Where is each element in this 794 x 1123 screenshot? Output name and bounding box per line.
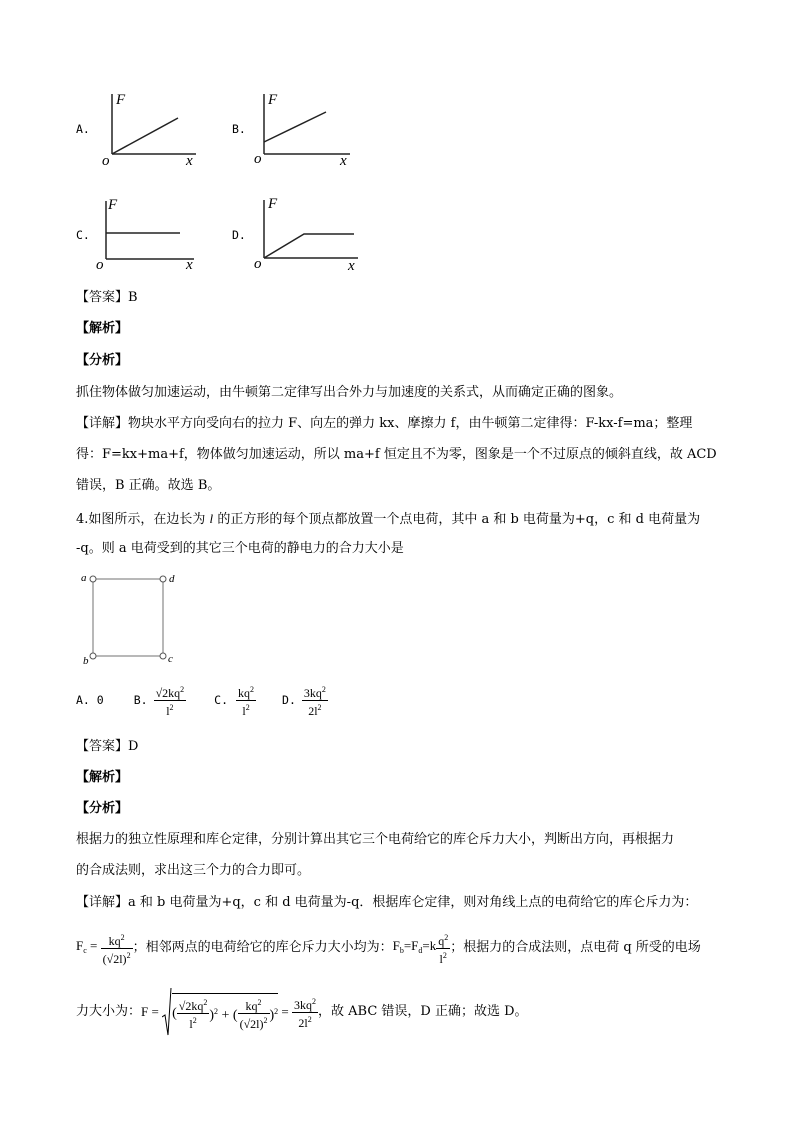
q3-answer: 【答案】B (76, 290, 138, 305)
sqrt-sign (162, 987, 172, 1037)
graph-b (254, 86, 354, 166)
q4-options (76, 680, 328, 720)
graph-b-line (264, 112, 326, 142)
fc-fraction: $\frac{kq^2}{(√2l)^2}$ (102, 932, 131, 966)
option-d-label: D. (232, 228, 246, 242)
q3-fenxi-heading: 【分析】 (76, 353, 129, 368)
charge-c-dot (160, 653, 166, 659)
q4-detail-line3-end: ，故 ABC 错误，D 正确；故选 D。 (318, 1004, 528, 1019)
option-a-label: A. (76, 122, 90, 136)
q4-analysis-line2: 的合成法则，求出这三个力的合力即可。 (76, 863, 311, 878)
q4-fenxi-heading: 【分析】 (76, 801, 129, 816)
fb-fd-formula: $F_b=F_d=k$ (392, 937, 437, 955)
graph-c-origin: o (96, 257, 104, 271)
graph-b-ylabel: F (268, 92, 278, 108)
q3-detail-line2: 得：F=kx+ma+f，物体做匀加速运动，所以 ma+f 恒定且不为零，图象是一个不过原点的倾斜直线，故 ACD (76, 447, 717, 462)
q4-option-b-formula: $\frac{√2kq^2}{l^2}$ (155, 684, 185, 718)
graph-b-xlabel: x (340, 153, 347, 166)
graph-d-xlabel: x (348, 258, 355, 272)
q4-answer: 【答案】D (76, 739, 139, 754)
charge-d-dot (160, 576, 166, 582)
graph-a-line (112, 118, 178, 154)
charge-b-dot (90, 653, 96, 659)
option-c-label: C. (76, 228, 90, 242)
graph-a-xlabel: x (186, 153, 193, 166)
graph-a-origin: o (102, 153, 110, 166)
q4-option-c-label: C. (214, 693, 229, 707)
q4-stem-line2: -q。则 a 电荷受到的其它三个电荷的静电力的合力大小是 (76, 541, 404, 556)
graph-d-line (264, 234, 354, 258)
q4-detail-line1: 【详解】a 和 b 电荷量为+q，c 和 d 电荷量为-q．根据库仑定律，则对角线上点的电荷给它的库仑斥力为： (76, 895, 698, 910)
charge-a-dot (90, 576, 96, 582)
graph-d-ylabel: F (268, 196, 278, 212)
graph-c-ylabel: F (108, 197, 118, 213)
q4-option-a: A. 0 (76, 693, 104, 707)
q3-detail-line1: 【详解】物块水平方向受向右的拉力 F、向左的弹力 kx、摩擦力 f，由牛顿第二定律得：F-kx-f=ma；整理 (76, 416, 693, 431)
graph-c (94, 195, 200, 271)
option-b-label: B. (232, 122, 246, 136)
q4-stem-part2: 的正方形的每个顶点都放置一个点电荷，其中 a 和 b 电荷量为+q，c 和 d 电荷量为 (217, 512, 701, 527)
q4-analysis-line1: 根据力的独立性原理和库仑定律，分别计算出其它三个电荷给它的库仑斥力大小，判断出方向，再根据力 (76, 832, 675, 847)
q3-detail-line3: 错误，B 正确。故选 B。 (76, 478, 221, 493)
graph-d-origin: o (254, 256, 262, 272)
q4-stem-part1: 4.如图所示，在边长为 (76, 512, 206, 527)
graph-d (254, 194, 364, 272)
q4-detail-line3: 力大小为： F = ( $\frac{√2kq^2}{l^2}$ )$^2$ + ( $\frac{kq^2}{(√2l)^2}$ )$^2$ = $\frac{3kq^2}{2l^2}$ ，故 ABC 错误，D 正确；故选 D。 (76, 986, 528, 1038)
square-figure (80, 570, 180, 666)
q3-analysis: 抓住物体做匀加速运动，由牛顿第二定律写出合外力与加速度的关系式，从而确定正确的图象。 (76, 385, 623, 400)
q4-option-d-formula: $\frac{3kq^2}{2l^2}$ (303, 684, 326, 718)
q4-option-c-formula: $\frac{kq^2}{l^2}$ (238, 684, 255, 718)
resultant-formula: ( $\frac{√2kq^2}{l^2}$ )$^2$ + ( $\frac{kq^2}{(√2l)^2}$ )$^2$ = $\frac{3kq^2}{2l^2}$ (162, 987, 318, 1037)
q4-detail-line3-prefix: 力大小为： (76, 1004, 142, 1019)
fig-label-a: a (81, 572, 87, 584)
graph-c-xlabel: x (186, 257, 193, 271)
q4-stem-var: l (209, 511, 214, 526)
q4-stem-line1 (76, 510, 700, 529)
fig-label-c: c (168, 653, 173, 665)
q4-option-b-label: B. (133, 693, 148, 707)
graph-b-origin: o (254, 151, 262, 166)
graph-a (100, 86, 200, 166)
q4-detail-line2-mid: ；相邻两点的电荷给它的库仑斥力大小均为： (132, 940, 393, 955)
fig-label-b: b (83, 655, 89, 666)
q3-jiexi-heading: 【解析】 (76, 321, 129, 336)
q4-option-d-label: D. (282, 693, 296, 707)
fb-fraction: $\frac{q^2}{l^2}$ (438, 932, 449, 966)
fig-label-d: d (169, 573, 175, 585)
fc-formula: $F_c$ = (76, 937, 101, 955)
q4-detail-line2-end: ；根据力的合成法则，点电荷 q 所受的电场 (450, 940, 701, 955)
q4-detail-line2 (76, 926, 701, 970)
graph-a-ylabel: F (116, 92, 126, 108)
q4-jiexi-heading: 【解析】 (76, 770, 129, 785)
